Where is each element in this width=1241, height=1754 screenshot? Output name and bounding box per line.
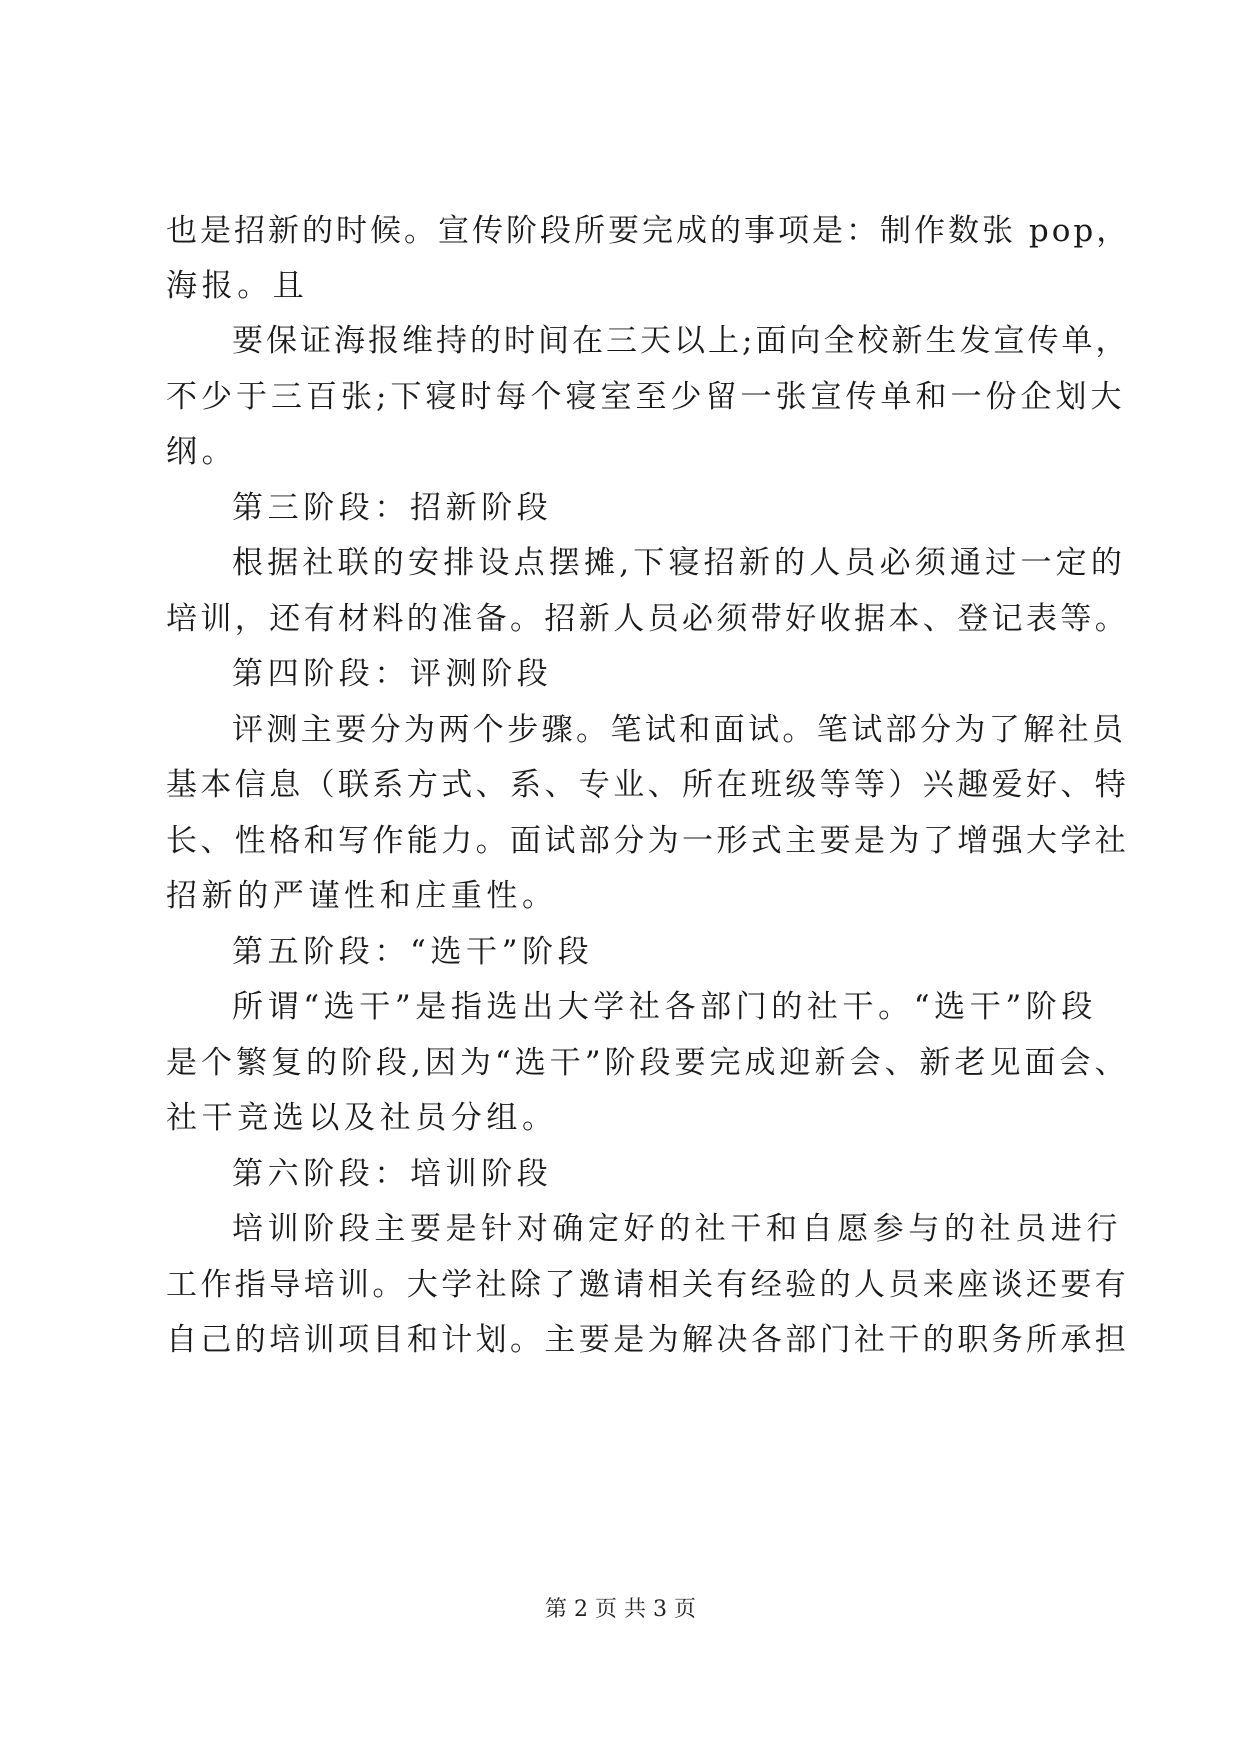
text-line: 培训，还有材料的准备。招新人员必须带好收据本、登记表等。 — [166, 601, 1130, 637]
text-line: 也是招新的时候。宣传阶段所要完成的事项是：制作数张 pop， — [166, 213, 1131, 249]
text-line: 纲。 — [166, 434, 238, 470]
text-line: 基本信息（联系方式、系、专业、所在班级等等）兴趣爱好、特 — [166, 767, 1130, 803]
text-line: 长、性格和写作能力。面试部分为一形式主要是为了增强大学社 — [166, 823, 1130, 859]
paragraph-start-line: 所谓“选干”是指选出大学社各部门的社干。“选干”阶段 — [232, 989, 1097, 1025]
text-line: 招新的严谨性和庄重性。 — [166, 878, 558, 914]
text-line: 不少于三百张;下寝时每个寝室至少留一张宣传单和一份企划大 — [166, 379, 1126, 415]
section-heading-stage-6: 第六阶段：培训阶段 — [232, 1156, 553, 1192]
section-heading-stage-5: 第五阶段：“选干”阶段 — [232, 934, 594, 970]
text-line: 海报。且 — [166, 268, 309, 304]
page-number-footer: 第 2 页 共 3 页 — [545, 1597, 696, 1622]
paragraph-start-line: 根据社联的安排设点摆摊,下寝招新的人员必须通过一定的 — [232, 545, 1127, 581]
text-line: 社干竞选以及社员分组。 — [166, 1100, 558, 1136]
paragraph-start-line: 培训阶段主要是针对确定好的社干和自愿参与的社员进行 — [232, 1211, 1122, 1247]
text-line: 是个繁复的阶段,因为“选干”阶段要完成迎新会、新老见面会、 — [166, 1045, 1130, 1081]
paragraph-start-line: 要保证海报维持的时间在三天以上;面向全校新生发宣传单， — [232, 323, 1130, 359]
text-line: 自己的培训项目和计划。主要是为解决各部门社干的职务所承担 — [166, 1322, 1130, 1358]
section-heading-stage-4: 第四阶段：评测阶段 — [232, 656, 553, 692]
text-line: 工作指导培训。大学社除了邀请相关有经验的人员来座谈还要有 — [166, 1267, 1130, 1303]
section-heading-stage-3: 第三阶段：招新阶段 — [232, 490, 553, 526]
paragraph-start-line: 评测主要分为两个步骤。笔试和面试。笔试部分为了解社员 — [232, 712, 1127, 748]
